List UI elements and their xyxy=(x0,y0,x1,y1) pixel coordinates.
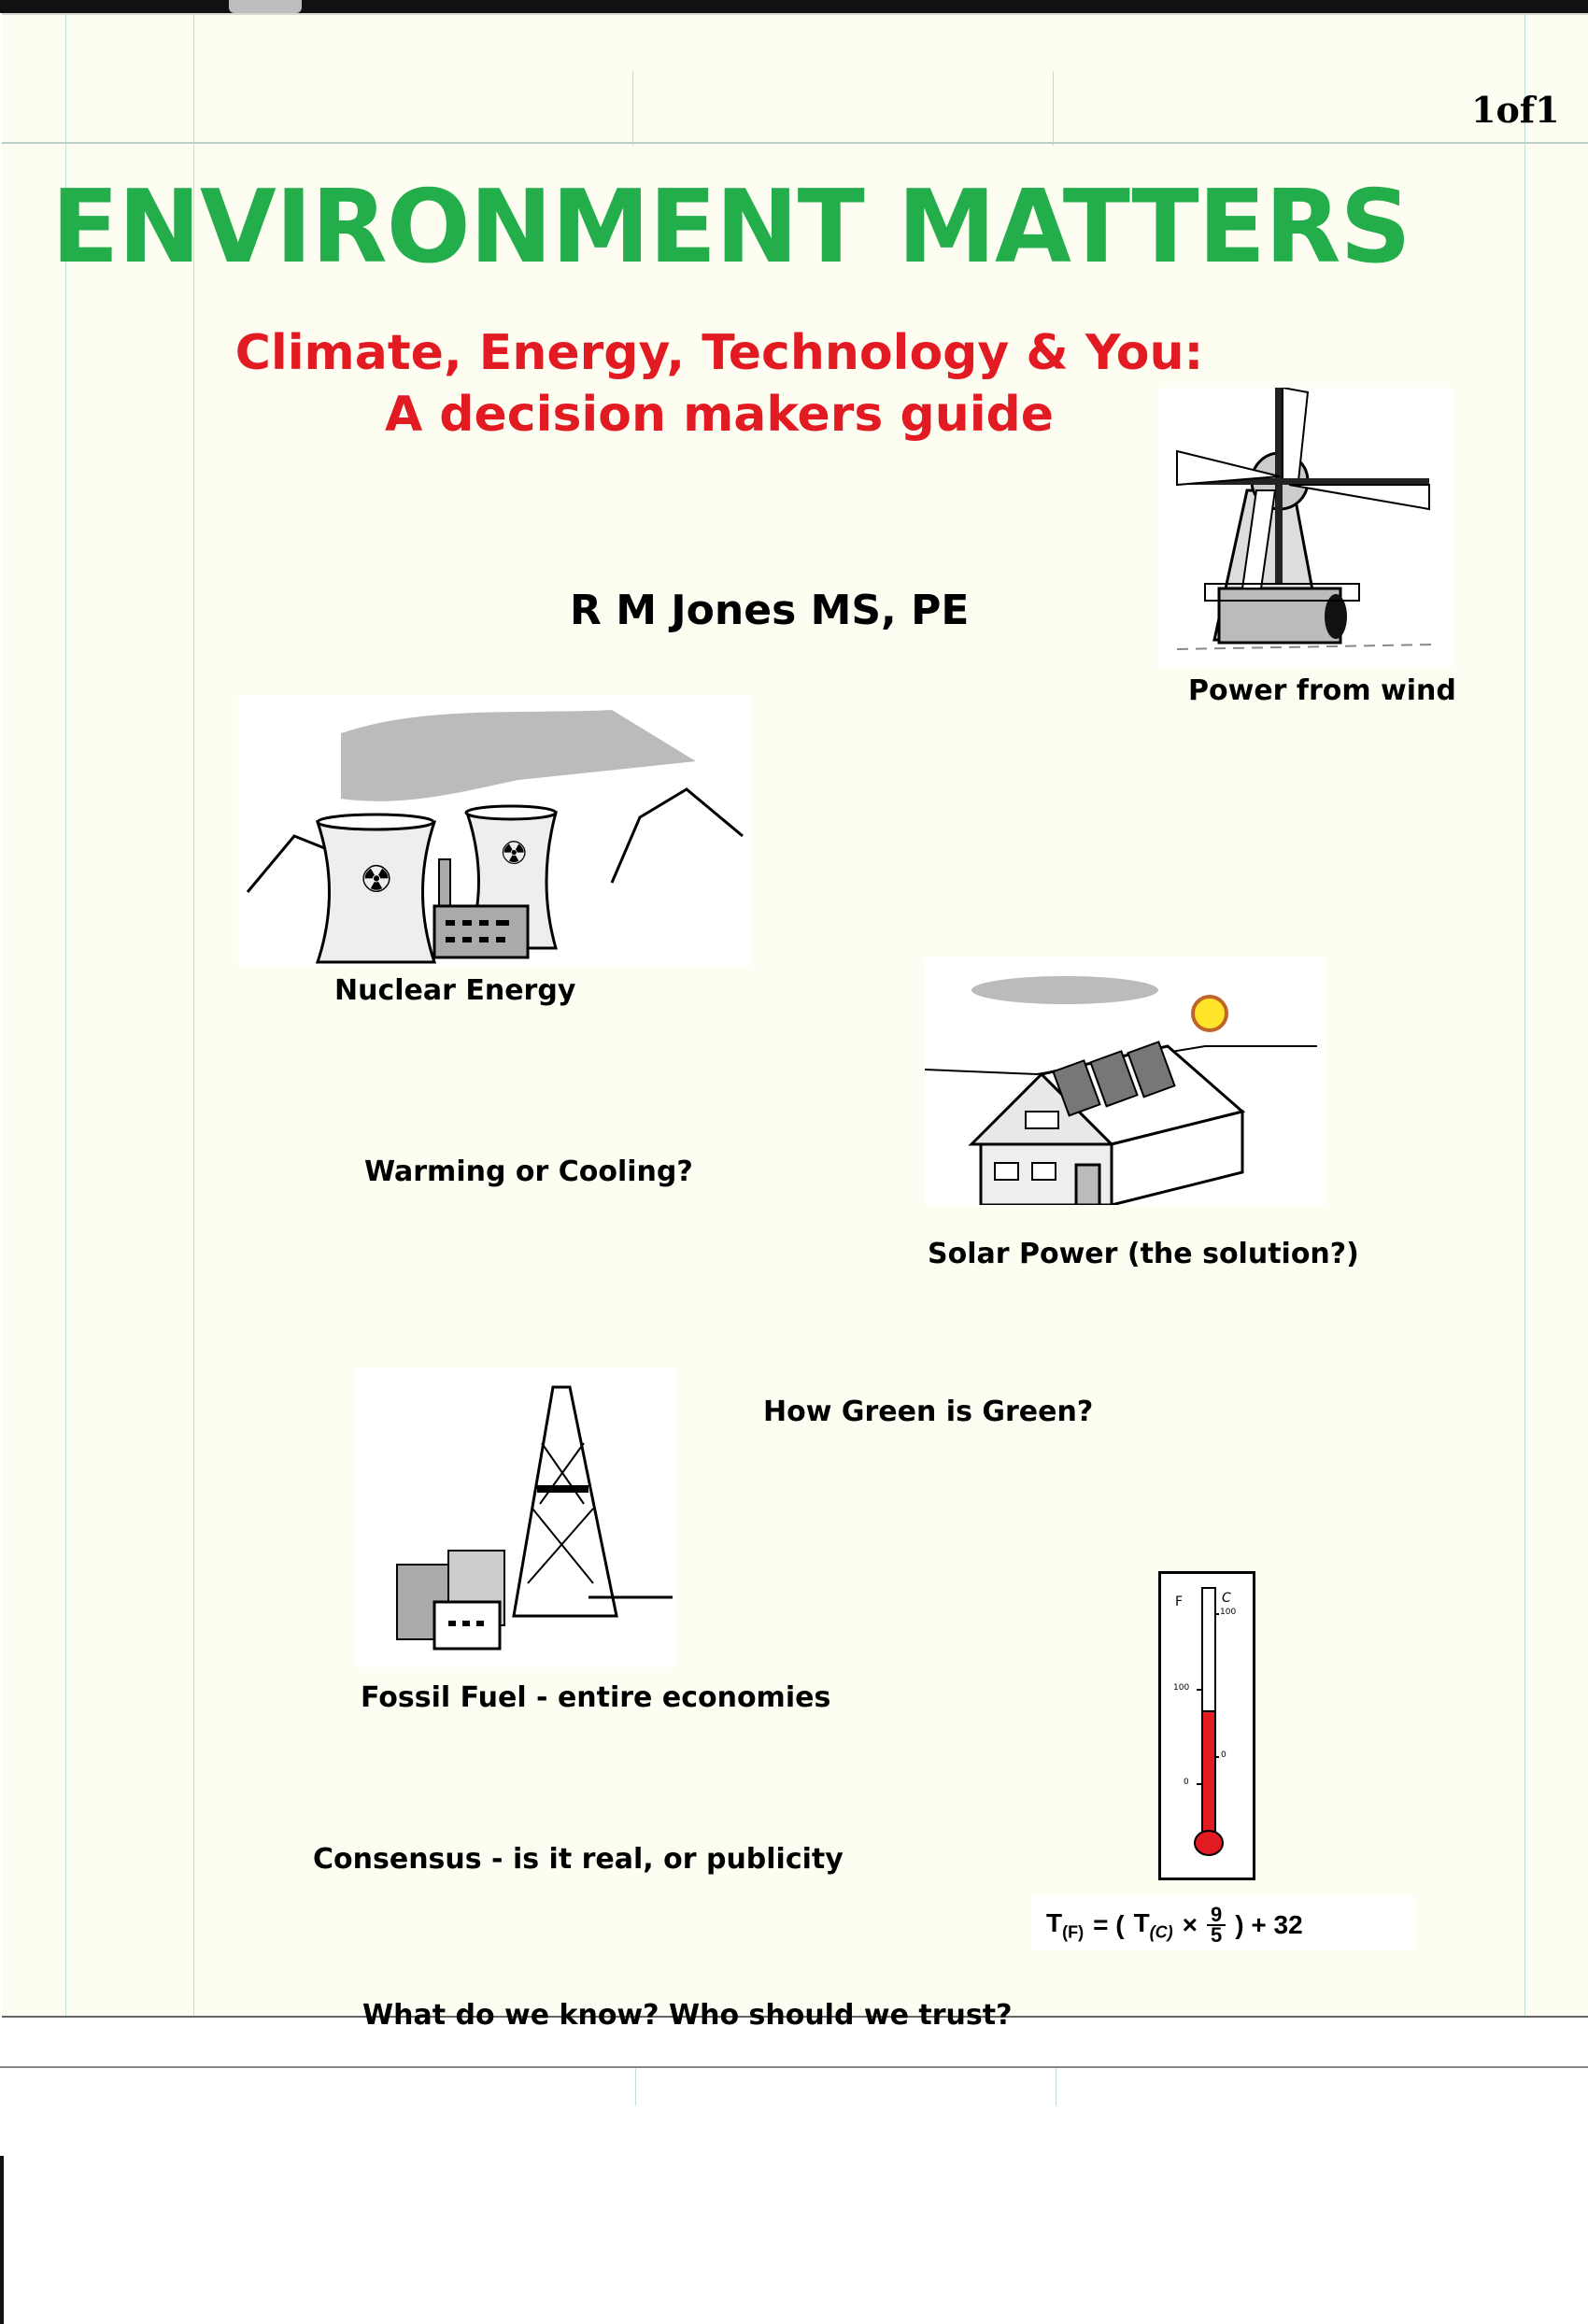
thermometer-icon xyxy=(1161,1574,1253,1878)
nuclear-illustration xyxy=(238,696,752,967)
subtitle-line-1: Climate, Energy, Technology & You: xyxy=(234,325,1204,381)
solar-caption: Solar Power (the solution?) xyxy=(928,1238,1359,1270)
solar-house-icon xyxy=(925,957,1326,1205)
grid-line xyxy=(65,15,66,2016)
formula-rhs: $T_{(C)}$ xyxy=(1133,1907,1173,1942)
topic-trust: What do we know? Who should we trust? xyxy=(362,1999,1013,2032)
scan-bottom-edge xyxy=(0,2156,1588,2184)
grid-line xyxy=(1524,15,1525,2016)
formula-close-plus: ) + 32 xyxy=(1235,1910,1303,1939)
celsius-label: C xyxy=(1222,1591,1231,1606)
svg-text:☢: ☢ xyxy=(360,858,393,901)
temperature-formula xyxy=(1032,1896,1415,1950)
grid-line xyxy=(2,142,1588,144)
nuclear-caption: Nuclear Energy xyxy=(334,974,576,1007)
page-indicator: 1of1 xyxy=(1471,89,1560,131)
subtitle xyxy=(196,322,1242,446)
svg-text:☢: ☢ xyxy=(500,835,529,872)
grid-line xyxy=(635,2068,636,2105)
author-name: R M Jones MS, PE xyxy=(570,587,970,634)
formula-fraction: $\frac{9}{5}$ xyxy=(1207,1906,1226,1945)
subtitle-line-2: A decision makers guide xyxy=(384,387,1055,443)
windmill-caption: Power from wind xyxy=(1188,674,1456,707)
oil-derrick-icon xyxy=(355,1368,677,1667)
solar-illustration xyxy=(925,957,1326,1205)
celsius-tick-0: 0 xyxy=(1221,1750,1226,1760)
cover-page xyxy=(2,13,1588,2018)
fossil-illustration xyxy=(355,1368,677,1667)
fahrenheit-label: F xyxy=(1175,1594,1184,1609)
grid-line xyxy=(632,71,633,146)
scan-top-edge xyxy=(0,0,1588,13)
windmill-illustration xyxy=(1158,388,1453,668)
formula-lhs: $T_{(F)}$ xyxy=(1046,1907,1085,1942)
fahrenheit-tick-0: 0 xyxy=(1184,1778,1189,1787)
fossil-caption: Fossil Fuel - entire economies xyxy=(361,1681,831,1714)
page-title: ENVIRONMENT MATTERS xyxy=(51,169,1411,286)
celsius-tick-100: 100 xyxy=(1220,1608,1237,1617)
topic-warming: Warming or Cooling? xyxy=(364,1155,693,1188)
thermometer-illustration xyxy=(1158,1571,1255,1880)
grid-line xyxy=(1053,71,1054,146)
fahrenheit-tick-100: 100 xyxy=(1173,1683,1190,1693)
topic-green: How Green is Green? xyxy=(763,1396,1094,1428)
nuclear-plant-icon xyxy=(238,696,752,967)
formula-equals-open: = ( xyxy=(1093,1910,1125,1939)
formula-times: × xyxy=(1182,1910,1198,1939)
windmill-icon xyxy=(1158,388,1453,668)
grid-line xyxy=(193,15,194,2016)
binder-clip xyxy=(229,0,302,13)
bottom-rule xyxy=(0,2066,1588,2068)
topic-consensus: Consensus - is it real, or publicity xyxy=(313,1843,844,1876)
